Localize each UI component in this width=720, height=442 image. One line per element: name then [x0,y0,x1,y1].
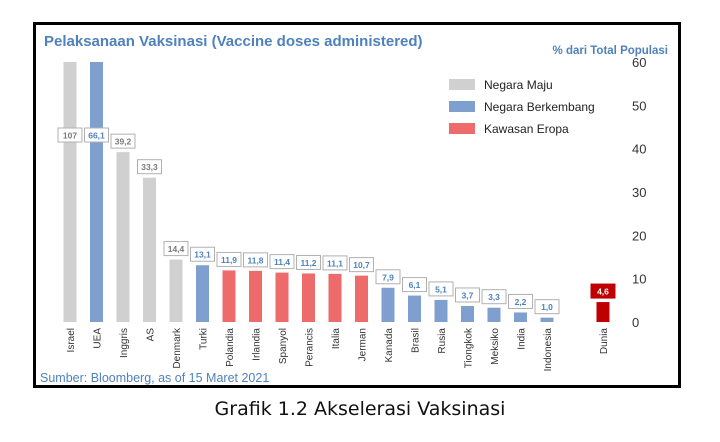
category-label: Polandia [225,328,236,367]
y-axis-label: % dari Total Populasi [552,45,668,57]
bar-meksiko [488,308,501,322]
category-label: Dunia [599,328,610,355]
bar-brasil [408,296,421,322]
bar-rusia [435,300,448,322]
value-label: 5,1 [435,284,447,295]
value-label: 3,7 [461,290,474,301]
value-label: 6,1 [408,280,421,291]
category-label: Turki [198,328,210,350]
value-label: 10,7 [353,260,370,271]
legend-label-berkembang: Negara Berkembang [484,100,595,114]
value-label: 2,2 [514,296,527,307]
category-label: Tiongkok [463,328,475,369]
category-label: Italia [331,328,342,350]
category-label: Denmark [172,328,183,369]
bar-uea [90,62,103,322]
y-tick-label: 60 [632,55,647,70]
category-label: UEA [92,328,104,349]
value-label: 13,1 [194,249,211,260]
category-label: Spanyol [278,328,289,365]
chart-title: Pelaksanaan Vaksinasi (Vaccine doses administered) [44,33,423,50]
legend-label-maju: Negara Maju [484,78,553,92]
y-tick-label: 30 [632,185,647,200]
category-label: Israel [66,328,77,353]
bar-irlandia [249,271,262,322]
value-label: 66,1 [88,130,105,141]
legend-swatch-eropa [449,123,475,134]
legend-label-eropa: Kawasan Eropa [484,122,569,136]
category-label: India [516,328,528,350]
value-label: 4,6 [597,286,609,297]
value-label: 3,3 [488,292,500,303]
bar-italia [329,274,342,322]
category-label: Brasil [410,328,422,354]
category-label: Irlandia [251,328,263,361]
y-axis [632,55,646,330]
bar-tiongkok [461,306,474,322]
category-label: Indonesia [543,328,554,372]
bar-denmark [170,260,183,322]
value-label: 1,0 [541,302,553,313]
bar-israel [64,62,77,322]
bar-kanada [382,288,395,322]
bar-turki [196,265,209,322]
value-label: 11,2 [300,257,317,268]
y-tick-label: 20 [632,228,647,244]
value-label: 11,9 [220,254,238,265]
category-label: Inggris [119,328,130,359]
category-label: Jerman [357,328,369,362]
value-label: 11,1 [326,258,344,269]
source-note: Sumber: Bloomberg, as of 15 Maret 2021 [40,371,270,385]
bar-jerman [355,276,368,322]
bar-dunia [597,302,610,322]
bar-spanyol [276,273,289,322]
bar-inggris [117,152,130,322]
category-label: Perancis [304,328,316,367]
category-label: Kanada [384,328,395,363]
bar-india [514,312,527,322]
y-tick-label: 40 [632,141,647,157]
category-label: Rusia [437,328,448,354]
legend-swatch-maju [449,79,475,90]
y-tick-label: 50 [632,98,647,114]
value-label: 33,3 [141,162,158,173]
y-tick-label: 0 [632,315,640,330]
bar-indonesia [541,318,554,322]
value-label: 11,8 [247,255,264,266]
value-label: 14,4 [167,244,185,255]
bar-as [143,178,156,322]
value-label: 107 [62,130,78,141]
legend-swatch-berkembang [449,101,475,112]
value-label: 39,2 [114,136,132,147]
category-label: Meksiko [490,328,501,365]
value-label: 7,9 [382,272,394,283]
bar-polandia [223,270,236,322]
y-tick-label: 10 [632,271,647,287]
category-label: AS [145,328,157,342]
value-label: 11,4 [273,257,291,268]
figure-caption: Grafik 1.2 Akselerasi Vaksinasi [214,398,506,420]
bar-perancis [302,273,315,322]
